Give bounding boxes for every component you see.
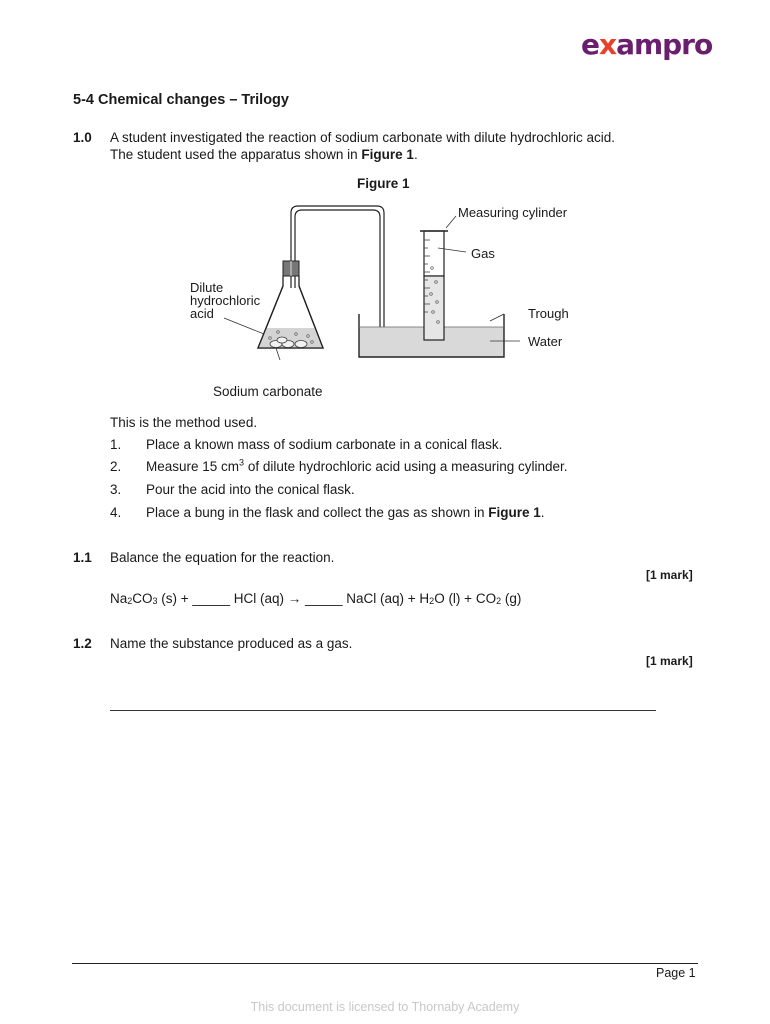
footer-divider xyxy=(72,963,698,964)
question-1-2-text: Name the substance produced as a gas. xyxy=(110,636,353,651)
apparatus-diagram xyxy=(180,198,600,370)
mark-allocation-1-1: [1 mark] xyxy=(646,568,693,582)
label-gas: Gas xyxy=(471,246,495,261)
label-dilute-line3: acid xyxy=(190,306,214,321)
question-1-0-line1: A student investigated the reaction of sodium carbonate with dilute hydrochloric acid. xyxy=(110,130,616,145)
mark-allocation-1-2: [1 mark] xyxy=(646,654,693,668)
method-step-3-number: 3. xyxy=(110,482,122,497)
exampro-logo: exampro xyxy=(581,28,713,61)
method-step-1-number: 1. xyxy=(110,437,122,452)
question-number-1-2: 1.2 xyxy=(73,636,92,651)
method-intro: This is the method used. xyxy=(110,415,258,430)
label-measuring-cylinder: Measuring cylinder xyxy=(458,205,568,220)
chemical-equation: Na2CO3 (s) + _____ HCl (aq) → _____ NaCl (aq) + H2O (l) + CO2 (g) xyxy=(110,591,522,606)
page-number: Page 1 xyxy=(656,966,696,980)
answer-line[interactable] xyxy=(110,710,656,711)
label-sodium-carbonate: Sodium carbonate xyxy=(213,384,323,399)
measuring-cylinder xyxy=(420,231,448,340)
method-step-4-number: 4. xyxy=(110,505,122,520)
license-notice: This document is licensed to Thornaby Academy xyxy=(250,1000,520,1014)
label-trough: Trough xyxy=(528,306,569,321)
label-dilute-line2: hydrochloric xyxy=(190,293,261,308)
method-step-4-text: Place a bung in the flask and collect the gas as shown in Figure 1. xyxy=(146,505,545,520)
question-1-0-line2: The student used the apparatus shown in Figure 1. xyxy=(110,147,418,162)
page-title: 5-4 Chemical changes – Trilogy xyxy=(73,92,289,108)
label-dilute-line1: Dilute xyxy=(190,280,224,295)
method-step-2-text: Measure 15 $cm^3$ of dilute hydrochloric acid using a measuring cylinder. xyxy=(146,457,568,474)
label-water: Water xyxy=(528,334,563,349)
question-number-1-1: 1.1 xyxy=(73,550,92,565)
method-step-3-text: Pour the acid into the conical flask. xyxy=(146,482,355,497)
conical-flask xyxy=(258,261,323,348)
method-step-2-number: 2. xyxy=(110,459,122,474)
question-number-1-0: 1.0 xyxy=(73,130,92,145)
figure-title: Figure 1 xyxy=(357,176,410,191)
question-1-1-text: Balance the equation for the reaction. xyxy=(110,550,335,565)
method-step-1-text: Place a known mass of sodium carbonate in a conical flask. xyxy=(146,437,503,452)
